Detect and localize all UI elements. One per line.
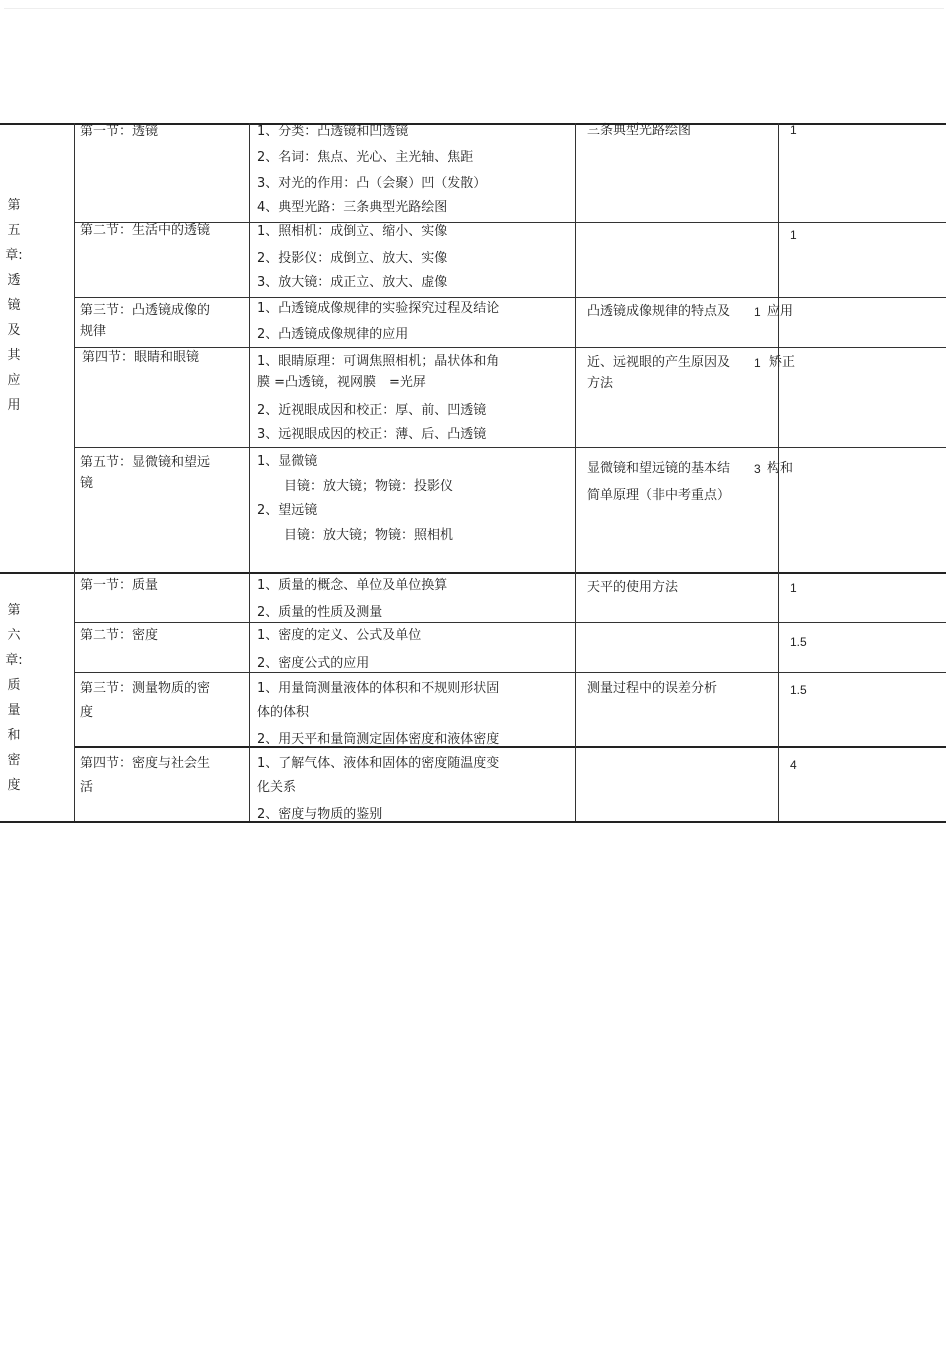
col-divider bbox=[74, 123, 75, 821]
section-point: 1、照相机：成倒立、缩小、实像 bbox=[257, 224, 448, 239]
section-name: 度 bbox=[80, 705, 94, 720]
row-divider bbox=[74, 297, 946, 298]
class-hours: 1 bbox=[754, 356, 761, 370]
section-point: 3、放大镜：成正立、放大、虚像 bbox=[257, 275, 448, 290]
section-point: 目镜：放大镜；物镜：投影仪 bbox=[284, 479, 454, 494]
key-point-tail: 应用 bbox=[767, 304, 794, 319]
section-point: 1、分类：凸透镜和凹透镜 bbox=[257, 124, 409, 139]
section-point: 1、凸透镜成像规律的实验探究过程及结论 bbox=[257, 301, 500, 316]
section-point: 2、用天平和量筒测定固体密度和液体密度 bbox=[257, 732, 500, 747]
section-point: 1、显微镜 bbox=[257, 454, 318, 469]
section-name: 第一节：透镜 bbox=[80, 124, 159, 139]
section-point: 2、密度公式的应用 bbox=[257, 656, 370, 671]
section-point: 1、用量筒测量液体的体积和不规则形状固 bbox=[257, 681, 500, 696]
section-name: 第四节：密度与社会生 bbox=[80, 756, 211, 771]
section-point: 体的体积 bbox=[257, 705, 310, 720]
chapter-title: 第 六 章: 质 量 和 密 度 bbox=[5, 603, 23, 793]
class-hours: 1 bbox=[790, 123, 797, 137]
class-hours: 1.5 bbox=[790, 635, 807, 649]
chapter-title: 第 五 章: 透 镜 及 其 应 用 bbox=[5, 198, 23, 413]
key-point: 近、远视眼的产生原因及 bbox=[587, 355, 731, 370]
section-name: 第二节：密度 bbox=[80, 628, 159, 643]
class-hours: 1.5 bbox=[790, 683, 807, 697]
chapter-divider bbox=[0, 572, 946, 574]
section-point: 2、凸透镜成像规律的应用 bbox=[257, 327, 409, 342]
key-point-tail: 矫正 bbox=[769, 355, 796, 370]
col-divider bbox=[249, 123, 250, 821]
key-point: 三条典型光路绘图 bbox=[587, 123, 692, 138]
key-point-tail: 构和 bbox=[767, 461, 794, 476]
section-name: 第四节：眼睛和眼镜 bbox=[82, 350, 200, 365]
class-hours: 1 bbox=[790, 581, 797, 595]
section-name: 第三节：测量物质的密 bbox=[80, 681, 211, 696]
section-point: 膜 =凸透镜，视网膜 =光屏 bbox=[257, 375, 426, 390]
key-point: 凸透镜成像规律的特点及 bbox=[587, 304, 731, 319]
section-point: 2、投影仪：成倒立、放大、实像 bbox=[257, 251, 448, 266]
section-name: 活 bbox=[80, 780, 94, 795]
page-border bbox=[4, 8, 944, 1339]
section-name: 规律 bbox=[80, 324, 107, 339]
section-point: 4、典型光路：三条典型光路绘图 bbox=[257, 200, 448, 215]
row-divider bbox=[74, 746, 946, 748]
section-point: 2、质量的性质及测量 bbox=[257, 605, 383, 620]
section-point: 目镜：放大镜；物镜：照相机 bbox=[284, 528, 454, 543]
section-point: 3、对光的作用：凸（会聚）凹（发散） bbox=[257, 176, 487, 191]
section-name: 镜 bbox=[80, 476, 94, 491]
section-point: 1、了解气体、液体和固体的密度随温度变 bbox=[257, 756, 500, 771]
key-point: 方法 bbox=[587, 376, 614, 391]
class-hours: 1 bbox=[790, 228, 797, 242]
section-point: 3、远视眼成因的校正：薄、后、凸透镜 bbox=[257, 427, 487, 442]
section-point: 2、名词：焦点、光心、主光轴、焦距 bbox=[257, 150, 474, 165]
row-divider bbox=[74, 347, 946, 348]
row-divider bbox=[74, 447, 946, 448]
col-divider bbox=[575, 123, 576, 821]
section-name: 第五节：显微镜和望远 bbox=[80, 455, 211, 470]
section-point: 2、望远镜 bbox=[257, 503, 318, 518]
section-point: 1、密度的定义、公式及单位 bbox=[257, 628, 422, 643]
row-divider bbox=[74, 622, 946, 623]
section-point: 2、近视眼成因和校正：厚、前、凹透镜 bbox=[257, 403, 487, 418]
section-point: 1、眼睛原理：可调焦照相机；晶状体和角 bbox=[257, 354, 500, 369]
section-point: 化关系 bbox=[257, 780, 297, 795]
class-hours: 1 bbox=[754, 305, 761, 319]
class-hours: 3 bbox=[754, 462, 761, 476]
key-point: 显微镜和望远镜的基本结 bbox=[587, 461, 731, 476]
section-name: 第三节：凸透镜成像的 bbox=[80, 303, 211, 318]
key-point: 测量过程中的误差分析 bbox=[587, 681, 718, 696]
class-hours: 4 bbox=[790, 758, 797, 772]
section-point: 1、质量的概念、单位及单位换算 bbox=[257, 578, 448, 593]
section-name: 第一节：质量 bbox=[80, 578, 159, 593]
key-point: 简单原理（非中考重点） bbox=[587, 488, 731, 503]
key-point: 天平的使用方法 bbox=[587, 580, 679, 595]
table-bottom-border bbox=[0, 821, 946, 823]
section-point: 2、密度与物质的鉴别 bbox=[257, 807, 383, 822]
row-divider bbox=[74, 672, 946, 673]
section-name: 第二节：生活中的透镜 bbox=[80, 223, 211, 238]
